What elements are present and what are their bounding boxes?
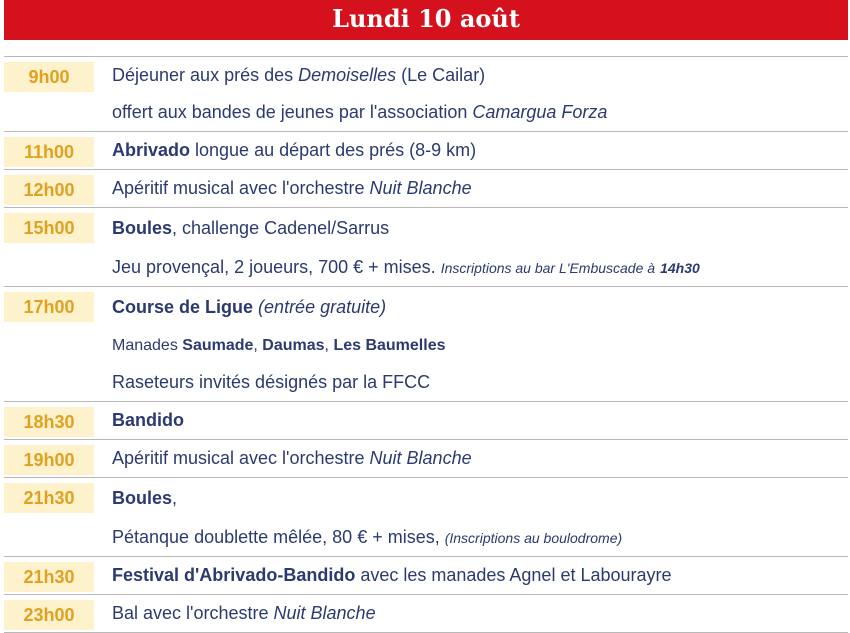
- event-line: [112, 57, 848, 94]
- event-note-time: 14h30: [660, 260, 700, 276]
- time-badge: 12h00: [4, 175, 94, 205]
- event-title: Abrivado: [112, 140, 191, 160]
- event-text: Apéritif musical avec l'orchestre: [112, 178, 370, 198]
- event-line: [112, 208, 848, 249]
- event-text: ,: [253, 337, 263, 354]
- schedule-row: [4, 557, 848, 595]
- schedule-row: [4, 287, 848, 402]
- time-badge: 21h30: [4, 562, 94, 592]
- event-line: [112, 440, 848, 477]
- event-text: (Le Cailar): [396, 65, 486, 85]
- event-italic: Nuit Blanche: [369, 448, 472, 468]
- schedule-row: [4, 170, 848, 208]
- event-text: Manades: [112, 337, 183, 354]
- event-italic: (entrée gratuite): [258, 297, 387, 317]
- event-line: [112, 364, 848, 401]
- event-line: [112, 328, 848, 364]
- manade-name: Les Baumelles: [333, 337, 446, 354]
- time-badge: 9h00: [4, 62, 94, 92]
- time-badge: 11h00: [4, 137, 94, 167]
- schedule-row: [4, 478, 848, 557]
- event-line: [112, 402, 848, 439]
- event-title: Boules: [112, 488, 173, 508]
- event-line: [112, 249, 848, 286]
- schedule-row: [4, 208, 848, 287]
- event-line: [112, 170, 848, 207]
- event-note: Inscriptions au bar L'Embuscade à: [440, 260, 656, 276]
- time-badge: 18h30: [4, 407, 94, 437]
- manade-name: Daumas: [262, 337, 325, 354]
- manade-name: Saumade: [182, 337, 254, 354]
- event-line: [112, 519, 848, 556]
- event-title: Boules: [112, 218, 173, 238]
- event-text: Pétanque doublette mêlée, 80 € + mises,: [112, 527, 445, 547]
- schedule-row: [4, 402, 848, 440]
- schedule-row: [4, 440, 848, 478]
- event-line: [112, 595, 848, 632]
- time-badge: 15h00: [4, 213, 94, 243]
- event-text: longue au départ des prés (8-9 km): [190, 140, 477, 160]
- event-title: Bandido: [112, 410, 184, 430]
- event-text: ,: [172, 488, 178, 508]
- event-italic: Nuit Blanche: [369, 178, 472, 198]
- event-italic: Nuit Blanche: [273, 603, 376, 623]
- event-line: [112, 287, 848, 328]
- event-title: Festival d'Abrivado-Bandido: [112, 565, 356, 585]
- event-text: Bal avec l'orchestre: [112, 603, 274, 623]
- time-badge: 21h30: [4, 483, 94, 513]
- schedule-row: [4, 132, 848, 170]
- event-line: [112, 94, 848, 131]
- event-text: Apéritif musical avec l'orchestre: [112, 448, 370, 468]
- event-text: avec les manades Agnel et Labourayre: [355, 565, 672, 585]
- event-line: [112, 478, 848, 519]
- event-title: Course de Ligue: [112, 297, 254, 317]
- schedule-row: [4, 56, 848, 132]
- time-badge: 19h00: [4, 445, 94, 475]
- event-text: Raseteurs invités désignés par la FFCC: [112, 372, 431, 392]
- event-line: [112, 132, 848, 169]
- schedule-list: [4, 56, 848, 633]
- time-badge: 17h00: [4, 292, 94, 322]
- event-italic: Camargua Forza: [472, 102, 608, 122]
- event-text: , challenge Cadenel/Sarrus: [172, 218, 390, 238]
- event-text: ,: [324, 337, 334, 354]
- event-italic: Demoiselles: [298, 65, 397, 85]
- event-text: Jeu provençal, 2 joueurs, 700 € + mises.: [112, 257, 436, 277]
- event-text: Déjeuner aux prés des: [112, 65, 299, 85]
- schedule-row: [4, 595, 848, 633]
- event-text: offert aux bandes de jeunes par l'association: [112, 102, 473, 122]
- page-title: Lundi 10 août: [4, 0, 848, 40]
- event-note: (Inscriptions au boulodrome): [444, 530, 623, 546]
- event-line: [112, 557, 848, 594]
- time-badge: 23h00: [4, 600, 94, 630]
